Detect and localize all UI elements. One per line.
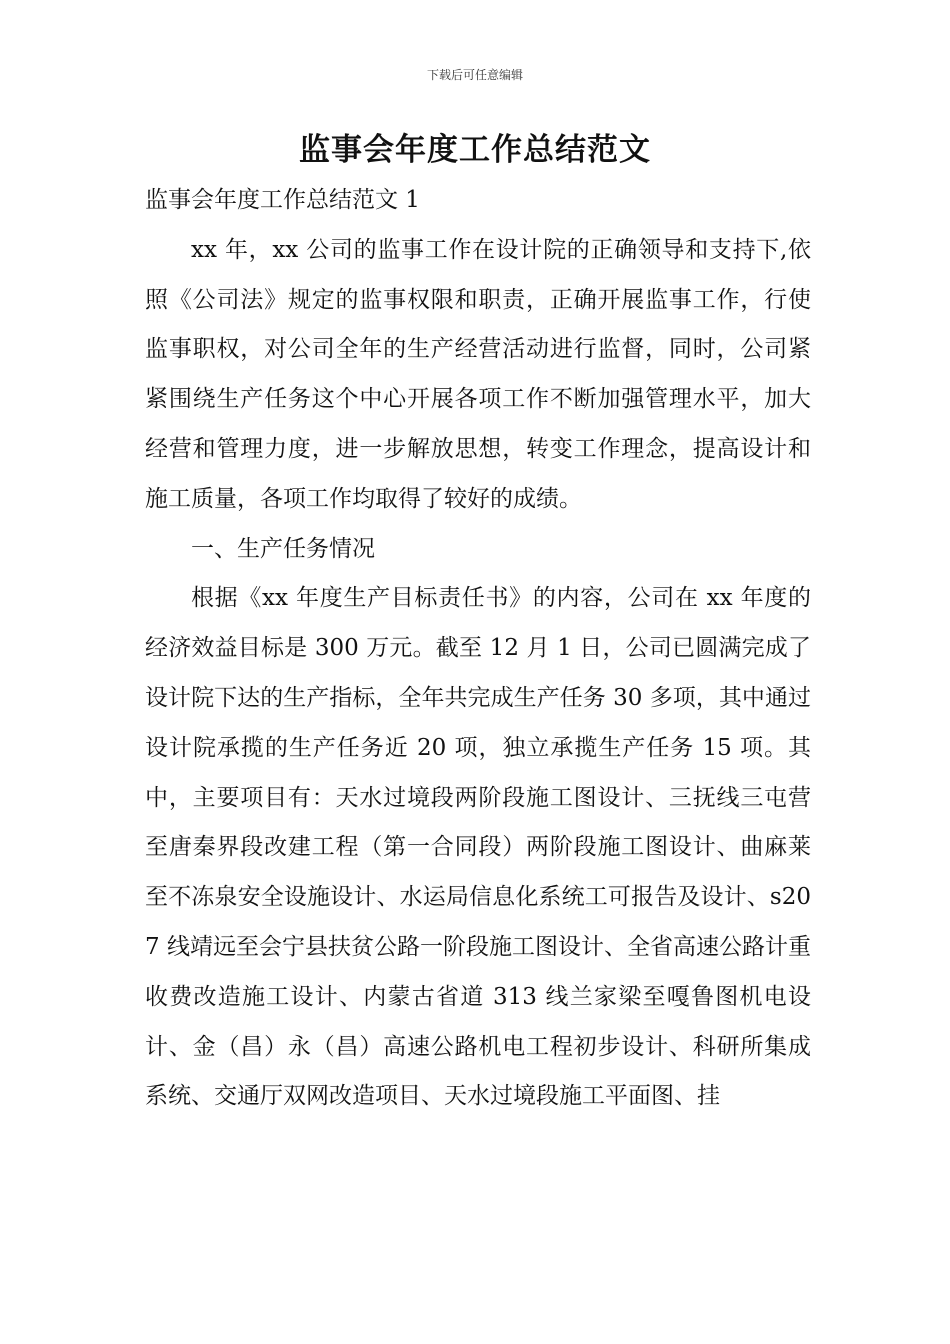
section-subtitle: 监事会年度工作总结范文 1	[145, 187, 420, 213]
header-note: 下载后可任意编辑	[426, 68, 523, 82]
document-title: 监事会年度工作总结范文	[299, 132, 651, 168]
paragraph-production-tasks: 根据《xx 年度生产目标责任书》的内容，公司在 xx 年度的经济效益目标是 300 万元。截至 12 月 1 日，公司已圆满完成了设计院下达的生产指标，全年共完成生产任务 30 多项，其中通过设计院承揽的生产任务近 20 项，独立承揽生产任务 15 项。其中，主要项目有：天水过境段两阶段施工图设计、三抚线三屯营至唐秦界段改建工程（第一合同段）两阶段施工图设计、曲麻莱至不冻泉安全设施设计、水运局信息化系统工可报告及设计、s207 线靖远至会宁县扶贫公路一阶段施工图设计、全省高速公路计重收费改造施工设计、内蒙古省道 313 线兰家梁至嘎鲁图机电设计、金（昌）永（昌）高速公路机电工程初步设计、科研所集成系统、交通厅双网改造项目、天水过境段施工平面图、挂	[145, 585, 811, 1110]
section-heading-production: 一、生产任务情况	[191, 535, 375, 562]
paragraph-intro: xx 年，xx 公司的监事工作在设计院的正确领导和支持下,依照《公司法》规定的监事权限和职责，正确开展监事工作，行使监事职权，对公司全年的生产经营活动进行监督，同时，公司紧紧围绕生产任务这个中心开展各项工作不断加强管理水平，加大经营和管理力度，进一步解放思想，转变工作理念，提高设计和施工质量，各项工作均取得了较好的成绩。	[145, 236, 811, 512]
document-body	[145, 176, 811, 1122]
